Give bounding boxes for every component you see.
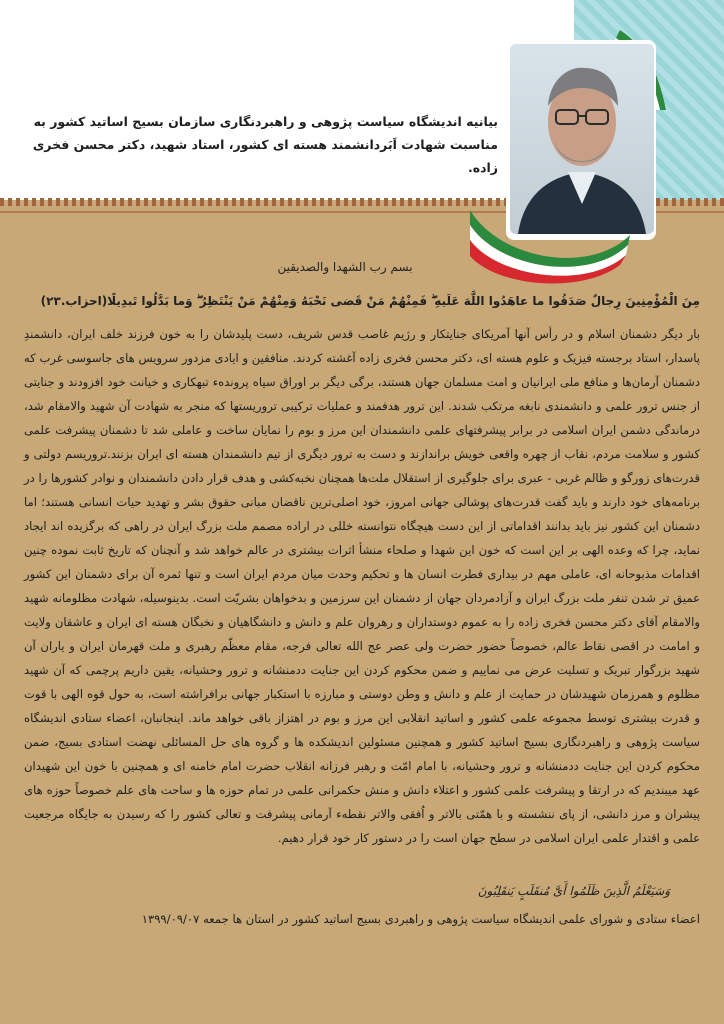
bismillah: بسم رب الشهدا والصدیقین bbox=[277, 260, 413, 274]
quran-verse: مِنَ الْمُؤْمِنِینَ رِجالٌ صَدَقُوا ما عاهَدُوا اللَّهَ عَلَیهِ ۖ فَمِنْهُمْ مَنْ قَضی نَحْبَهُ وَمِنْهُمْ مَنْ یَنْتَظِرُ ۖ وَما بَدَّلُوا تَبدِیلًا(احزاب.۲۳) bbox=[40, 294, 700, 308]
signature-line: اعضاء ستادی و شورای علمی اندیشگاه سیاست پژوهی و راهبردی بسیج اساتید کشور در استان ها جمعه ۱۳۹۹/۰۹/۰۷ bbox=[141, 912, 700, 926]
statement-body: بار دیگر دشمنان اسلام و در رأس آنها آمریکای جنایتکار و رژیم غاصب قدس شریف، دست پلیدشان را به خون فرزند خلف ایران، دانشمندِ پاسدار، استاد برجسته فیزیک و علوم هسته ای، دکتر محسن فخری زاده آغشته کردند. منافقین و ایادی مزدور سرویس های جاسوسی غرب که دشمنان آرمان‌ها و منافع ملی ایرانیان و امت مسلمان جهان هستند، برگی دیگر بر اوراق سیاه پرونده‌ء تبهکاری و خیانت خود افزودند و جنایتی از جنس ترور علمی و دانشمندی نابغه مرتکب شدند. این ترور هدفمند و عملیات ترکیبی تروریستها که منجر به شهادت آن شهید والامقام شد، درماندگی دشمن ایران اسلامی در برابر پیشرفتهای علمی دانشمندان این مرز و بوم را نمایان ساخت و عاملی شد تا دشمنان پیشرفت علمی کشور و سلامت مردم، نقاب از چهره واقعی خویش برانداز‌ند و دست به ترور دیگری از تیم دانشمندان هسته ای ایران بزنند.تروریسم دولتی و قدرت‌های زورگو و ظالم غربی - عبری برای جلوگیری از استقلال ملت‌ها همچنان نخبه‌کشی و هدف قرار دادن دانشمندان و نوادر کشورها را در برنامه‌های خود دارند و باید گفت قدرت‌های پوشالی جهانی امروز، خود اصلی‌ترین ناقضان مبانی حقوق بشر و تهدید حیات انسانی هستند؛ اما دشمنان این کشور نیز باید بدانند اقداماتی از این دست هیچگاه نتوانسته خللی در اراده مصمم ملت بزرگ ایران در راهی که برگزیده اند ایجاد نماید، چرا که وعده الهی بر این است که خون این شهدا و صلحاء منشأ اثرات بیشتری در عالم خواهد شد و آنچنان که تاریخ ثابت نموده چنین اقدامات مذبوحانه ای، عاملی مهم در بیداری فطرت انسان ها و تحکیم وحدت میان مردم ایران است و تنها ثمره آن برای دشمنان این کشور عمیق تر شدن تنفر ملت بزرگ ایران و آزادمردان جهان از دشمنان این سرزمین و بدخواهان بشریّت است. بدینوسیله، شهادت مظلومانه شهید والامقام آقای دکتر محسن فخری زاده را به عموم دوستداران و رهروان علم و دانش و دانشگاهیان و نخبگان هسته ای ایران و عاشقان ولایت و امامت در اقصی نقاط عالم، خصوصاً حضور حضرت ولی عصر عج الله تعالی فرجه، مقام معظّم رهبری و ملت قهرمان ایران و یاران آن شهید بزرگوار تبریک و تسلیت عرض می نماییم و ضمن محکوم کردن این جنایت ددمنشانه و ترور وحشیانه، یقین داریم پرچمی که آن شهید مظلوم و همرزمان شهیدشان در حمایت از علم و دانش و وطن دوستی و مبارزه با استکبار جهانی برافراشته است، به حول قوه الهی با قوت و قدرت بیشتری توسط مجموعه علمی کشور و اساتید انقلابی این مرز و بوم در اهتزاز باقی خواهد ماند. اینجانبان، اعضاء ستادی اندیشگاه سیاست پژوهی و راهبردنگاری بسیج اساتید کشور و همچنین مسئولین اندیشکده ها و گروه های حل المسائلی نهضت استادی بسیج، ضمن محکوم کردن این جنایت ددمنشانه و ترور وحشیانه، با امام امّت و رهبر فرزانه انقلاب حضرت امام خامنه ای و همچنین با خون این شهیدان عهد میبندیم که در ارتقا و پیشرفت علمی کشور و اعتلاء دانش و منش حکمرانی علمی در تمام حوزه ها و ساحت های علم خصوصاً حوزه های پیشران و مرز دانشی، از پای ننشسته و با همّتی بالاتر و اُفقی والاتر نقطهء آرمانی پیشرفت و تعالی کشور را که رسیدن به جایگاه مرجعیت علمی و اقتدار علمی ایران اسلامی در سطح جهان است را در دستور کار خود قرار دهیم. bbox=[24, 327, 700, 845]
closing-verse: وَسَیَعْلَمُ الَّذِینَ ظَلَمُوا أَیَّ مُنقَلَبٍ یَنقَلِبُونَ bbox=[477, 884, 670, 898]
portrait-photo bbox=[510, 44, 654, 234]
page-title: بیانیه اندیشگاه سیاست پژوهی و راهبردنگاری سازمان بسیج اساتید کشور به مناسبت شهادت اَبَردانشمند هسته ای کشور، استاد شهید، دکتر محسن فخری زاده. bbox=[32, 114, 498, 175]
